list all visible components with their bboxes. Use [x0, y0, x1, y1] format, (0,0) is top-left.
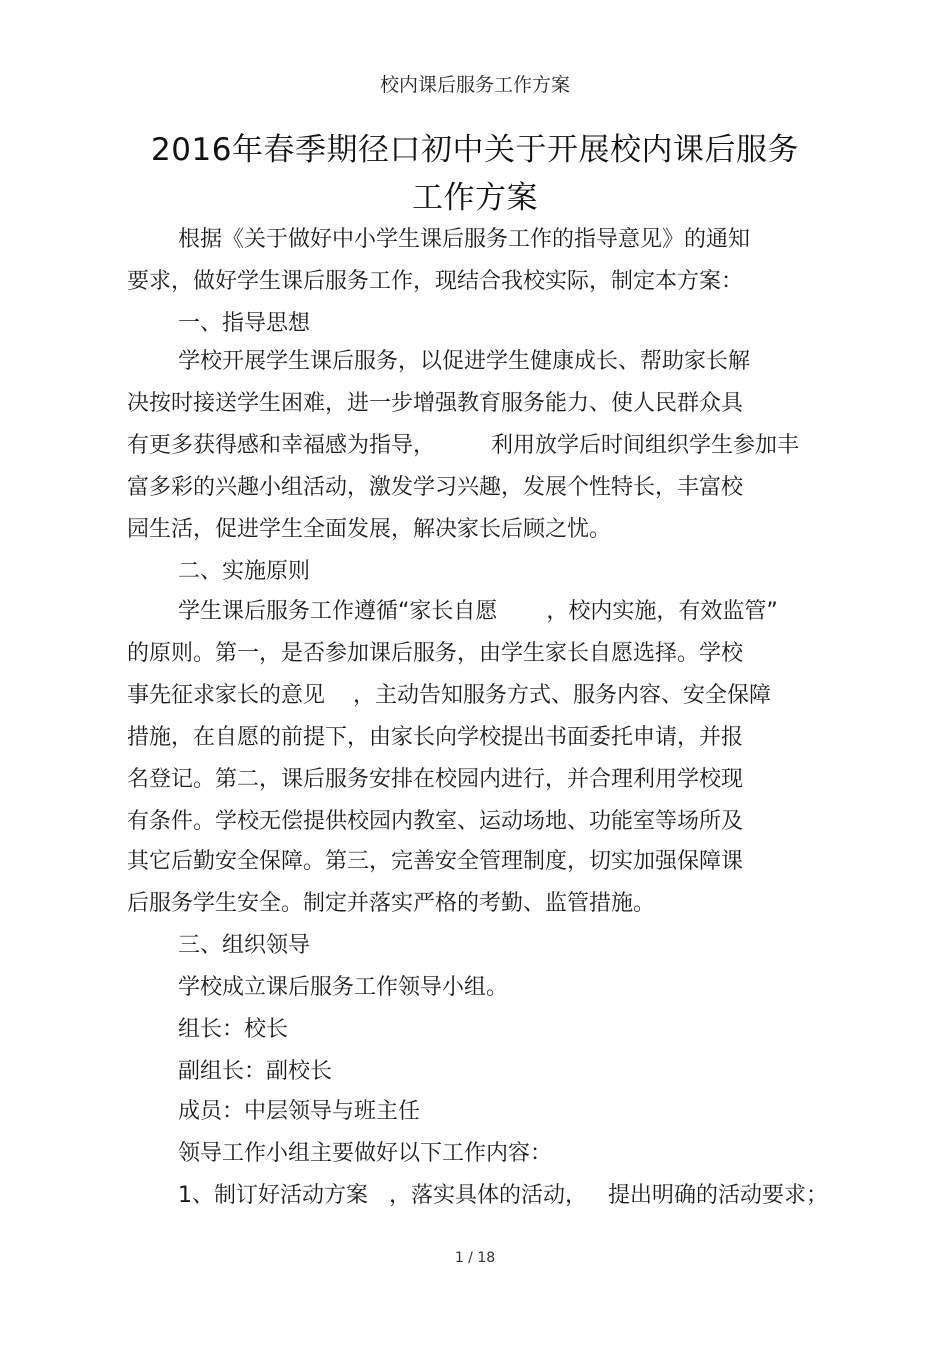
paragraph-line: 富多彩的兴趣小组活动，激发学习兴趣，发展个性特长，丰富校	[127, 475, 744, 500]
page-header: 校内课后服务工作方案	[379, 74, 570, 96]
section-heading-3: 三、组织领导	[178, 933, 311, 958]
paragraph-line: 其它后勤安全保障。第三，完善安全管理制度，切实加强保障课	[127, 849, 744, 874]
paragraph-line: 园生活，促进学生全面发展，解决家长后顾之忧。	[127, 517, 612, 542]
leader-line: 组长：校长	[178, 1017, 289, 1042]
page-number: 1 / 18	[454, 1250, 496, 1266]
paragraph-line: 的原则。第一，是否参加课后服务，由学生家长自愿选择。学校	[127, 641, 744, 666]
paragraph-line: 有条件。学校无偿提供校园内教室、运动场地、功能室等场所及	[127, 809, 744, 834]
document-title-line-1: 2016年春季期径口初中关于开展校内课后服务	[151, 132, 799, 168]
paragraph-line: 后服务学生安全。制定并落实严格的考勤、监管措施。	[127, 891, 656, 916]
paragraph-line: 根据《关于做好中小学生课后服务工作的指导意见》的通知	[178, 227, 751, 252]
list-item-1: 1、制订好活动方案 ，落实具体的活动， 提出明确的活动要求；	[178, 1183, 828, 1208]
paragraph-line: 有更多获得感和幸福感为指导， 利用放学后时间组织学生参加丰	[127, 433, 799, 458]
paragraph-line: 措施，在自愿的前提下，由家长向学校提出书面委托申请，并报	[127, 725, 744, 750]
document-title-line-2: 工作方案	[412, 180, 538, 216]
paragraph-line: 决按时接送学生困难，进一步增强教育服务能力、使人民群众具	[127, 391, 744, 416]
paragraph-line: 学生课后服务工作遵循“家长自愿 ，校内实施，有效监管”	[178, 599, 778, 624]
members-line: 成员：中层领导与班主任	[178, 1099, 421, 1124]
section-heading-2: 二、实施原则	[178, 559, 311, 584]
paragraph-line: 学校成立课后服务工作领导小组。	[178, 975, 509, 1000]
paragraph-line: 要求，做好学生课后服务工作，现结合我校实际，制定本方案：	[127, 269, 744, 294]
section-heading-1: 一、指导思想	[178, 311, 311, 336]
paragraph-line: 领导工作小组主要做好以下工作内容：	[178, 1141, 553, 1166]
paragraph-line: 事先征求家长的意见 ，主动告知服务方式、服务内容、安全保障	[127, 683, 771, 708]
paragraph-line: 学校开展学生课后服务，以促进学生健康成长、帮助家长解	[178, 349, 751, 374]
deputy-leader-line: 副组长：副校长	[178, 1059, 333, 1084]
paragraph-line: 名登记。第二，课后服务安排在校园内进行，并合理利用学校现	[127, 767, 744, 792]
